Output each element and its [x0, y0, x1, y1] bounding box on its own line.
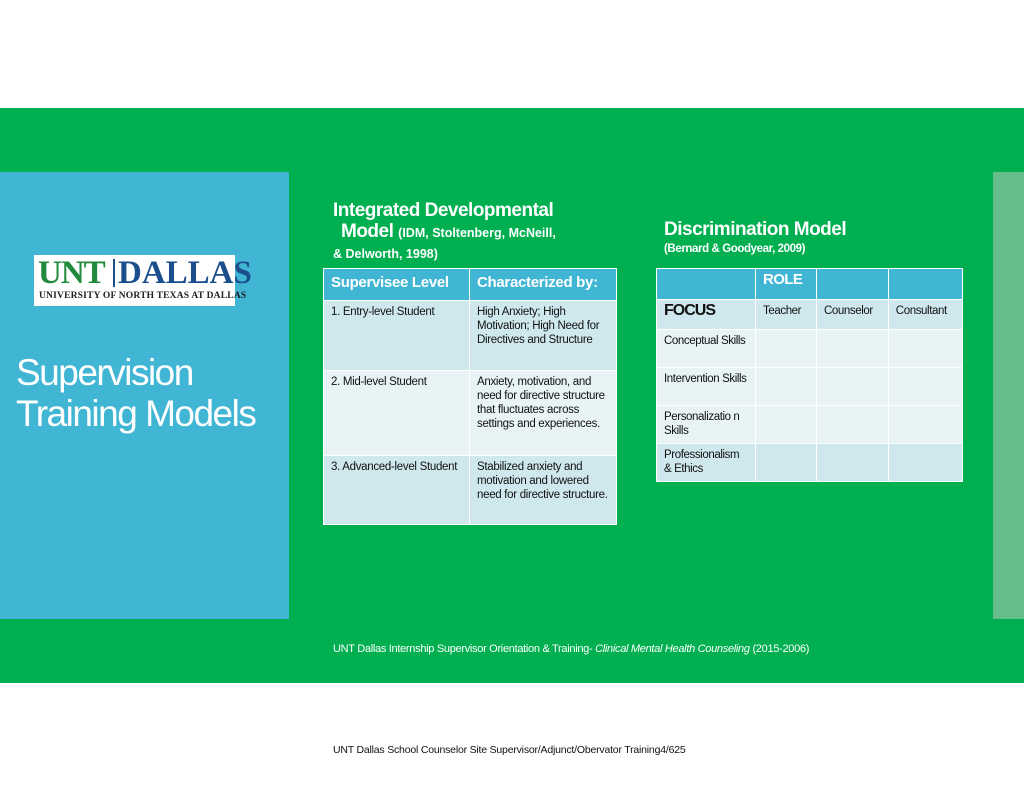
- dm-role-consultant: Consultant: [888, 300, 962, 330]
- idm-header-row: [324, 269, 617, 301]
- dm-focus-area: Conceptual Skills: [657, 330, 756, 368]
- logo-word-dallas: DALLAS: [118, 255, 252, 291]
- logo-divider: [113, 259, 115, 287]
- dm-header-row: [657, 269, 963, 300]
- dm-table: [656, 268, 963, 482]
- idm-level-cell: 2. Mid-level Student: [324, 371, 470, 456]
- dm-cell: [817, 330, 889, 368]
- table-row: [657, 330, 963, 368]
- dm-focus-row: [657, 300, 963, 330]
- dm-focus-area: Professionalism & Ethics: [657, 444, 756, 482]
- idm-citation-part2: & Delworth, 1998): [333, 247, 438, 261]
- idm-header-level: Supervisee Level: [324, 269, 470, 301]
- dm-cell: [888, 330, 962, 368]
- footer-suffix: (2015-2006): [749, 643, 810, 655]
- idm-table: [323, 268, 617, 525]
- idm-characterized-cell: Stabilized anxiety and motivation and lowered need for directive structure.: [470, 456, 617, 525]
- dm-empty-header: [817, 269, 889, 300]
- dm-role-header: ROLE: [756, 269, 817, 300]
- idm-title-line1: Integrated Developmental: [333, 200, 554, 221]
- logo-word-unt: UNT: [38, 255, 105, 291]
- dm-empty-header: [888, 269, 962, 300]
- idm-citation-part1: (IDM, Stoltenberg, McNeill,: [398, 226, 556, 240]
- dm-heading: Discrimination Model: [664, 219, 847, 240]
- dm-cell: [756, 406, 817, 444]
- dm-cell: [756, 444, 817, 482]
- dm-cell: [888, 444, 962, 482]
- idm-title-model: Model: [341, 221, 394, 242]
- unt-dallas-logo: [34, 255, 252, 306]
- idm-characterized-cell: High Anxiety; High Motivation; High Need for Directives and Structure: [470, 301, 617, 371]
- page-footer: UNT Dallas School Counselor Site Supervisor/Adjunct/Obervator Training4/625: [333, 744, 686, 756]
- dm-cell: [756, 330, 817, 368]
- idm-level-cell: 1. Entry-level Student: [324, 301, 470, 371]
- footer-italic: Clinical Mental Health Counseling: [595, 643, 750, 655]
- slide-title: Supervision Training Models: [16, 352, 256, 434]
- idm-header-characterized: Characterized by:: [470, 269, 617, 301]
- footer-prefix: UNT Dallas Internship Supervisor Orientation & Training-: [333, 643, 596, 655]
- table-row: [324, 456, 617, 525]
- dm-cell: [888, 406, 962, 444]
- dm-cell: [817, 368, 889, 406]
- right-accent-strip: [993, 172, 1024, 619]
- idm-title-line2: [333, 221, 633, 244]
- table-row: [324, 301, 617, 371]
- table-row: [657, 444, 963, 482]
- dm-focus-label: FOCUS: [657, 300, 756, 330]
- dm-cell: [817, 444, 889, 482]
- dm-focus-area: Personalizatio n Skills: [657, 406, 756, 444]
- table-row: [657, 368, 963, 406]
- dm-role-counselor: Counselor: [817, 300, 889, 330]
- dm-cell: [756, 368, 817, 406]
- dm-role-teacher: Teacher: [756, 300, 817, 330]
- dm-citation: (Bernard & Goodyear, 2009): [664, 243, 806, 255]
- dm-focus-area: Intervention Skills: [657, 368, 756, 406]
- table-row: [657, 406, 963, 444]
- idm-characterized-cell: Anxiety, motivation, and need for directive structure that fluctuates across settings and experiences.: [470, 371, 617, 456]
- logo-subtitle: UNIVERSITY OF NORTH TEXAS AT DALLAS: [39, 291, 247, 301]
- dm-corner-cell: [657, 269, 756, 300]
- footer-caption: [333, 643, 809, 655]
- idm-heading: [333, 200, 633, 265]
- idm-level-cell: 3. Advanced-level Student: [324, 456, 470, 525]
- dm-cell: [888, 368, 962, 406]
- table-row: [324, 371, 617, 456]
- dm-cell: [817, 406, 889, 444]
